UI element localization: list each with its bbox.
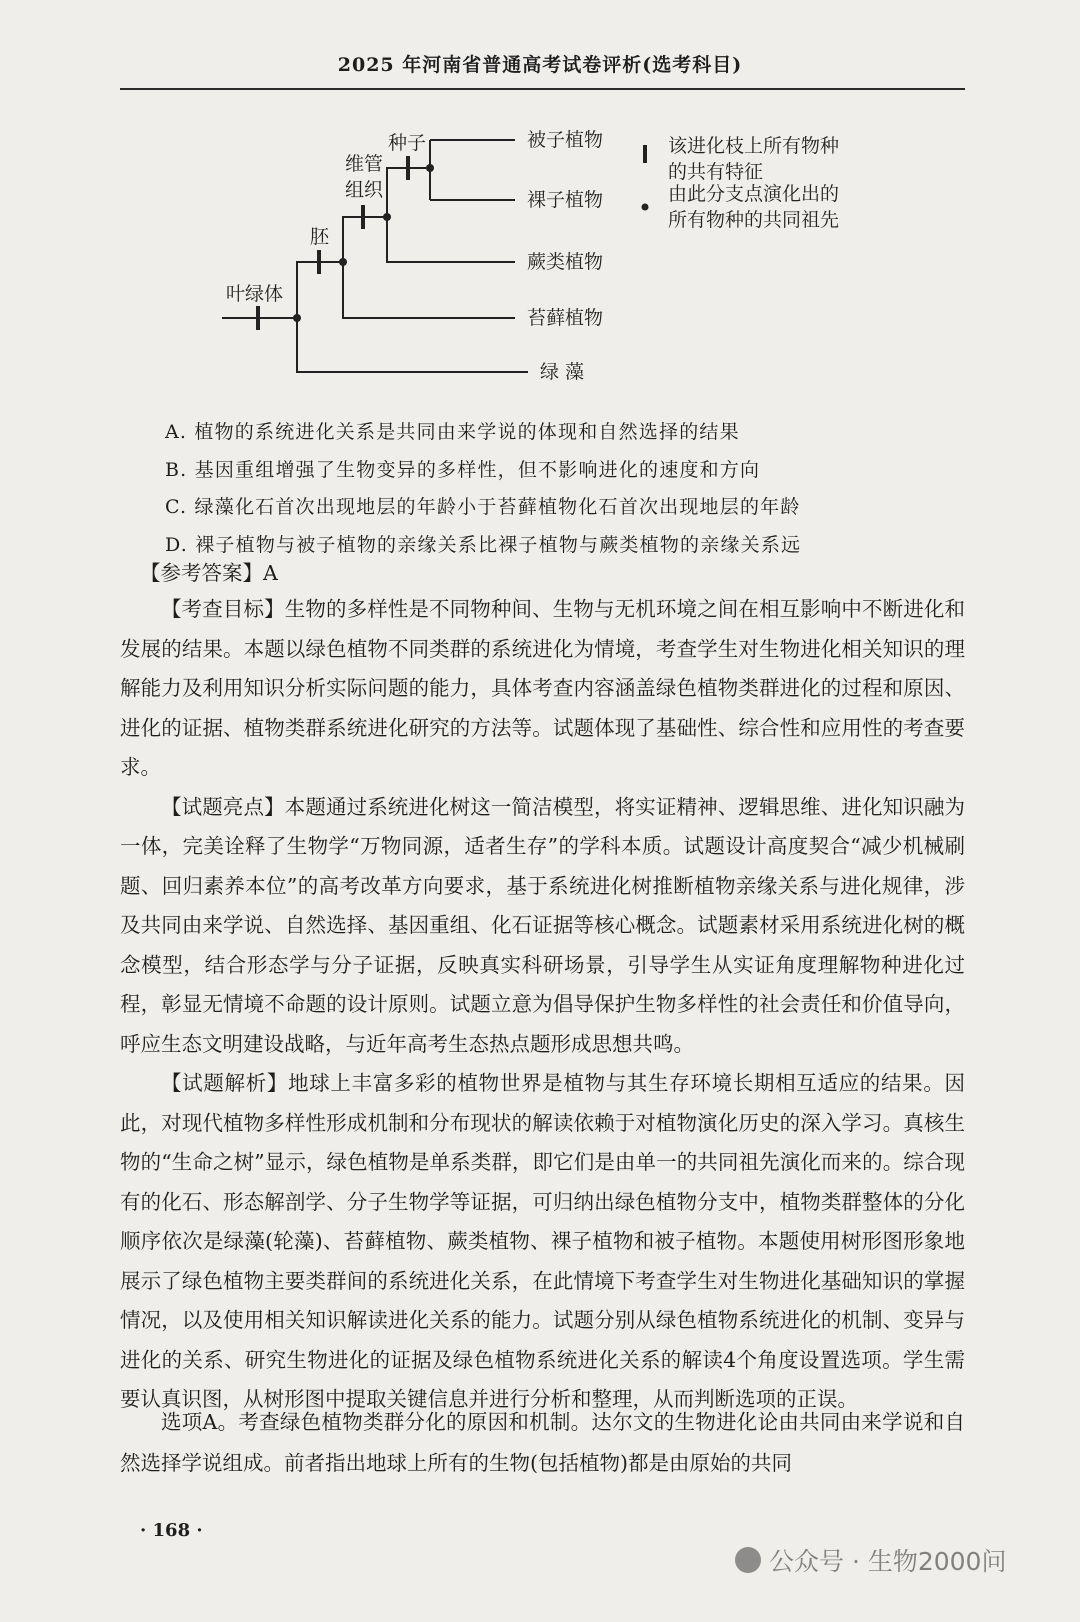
taxon-label-moss: 苔藓植物 — [527, 307, 604, 329]
ancestor-dot-embryo — [339, 258, 347, 266]
option-c: C. 绿藻化石首次出现地层的年龄小于苔藓植物化石首次出现地层的年龄 — [165, 496, 801, 518]
analysis-body — [120, 590, 965, 1420]
section-label: 【试题解析】 — [161, 1071, 289, 1095]
option-d: D. 裸子植物与被子植物的亲缘关系比裸子植物与蕨类植物的亲缘关系远 — [165, 533, 802, 556]
trait-label-chloroplast: 叶绿体 — [226, 283, 284, 305]
question-options — [165, 414, 1025, 564]
section-analysis — [120, 1064, 965, 1420]
ancestor-dot-seed — [426, 164, 434, 172]
watermark — [735, 1535, 1045, 1585]
legend-dot-text-2: 所有物种的共同祖先 — [668, 209, 840, 231]
section-highlights — [120, 788, 965, 1065]
trait-label-vascular-1: 维管 — [345, 153, 384, 175]
section-text: 地球上丰富多彩的植物世界是植物与其生存环境长期相互适应的结果。因此，对现代植物多样性形成机制和分布现状的解读依赖于对植物演化历史的深入学习。真核生物的“生命之树”显示，绿色植物是单系类群，即它们是由单一的共同祖先演化而来的。综合现有的化石、形态解剖学、分子生物学等证据，可归纳出绿色植物分支中，植物类群整体的分化顺序依次是绿藻(轮藻)、苔藓植物、蕨类植物、裸子植物和被子植物。本题使用树形图形象地展示了绿色植物主要类群间的系统进化关系，在此情境下考查学生对生物进化基础知识的掌握情况，以及使用相关知识解读进化关系的能力。试题分别从绿色植物系统进化的机制、变异与进化的关系、研究生物进化的证据及绿色植物系统进化关系的解读4个角度设置选项。学生需要认真识图，从树形图中提取关键信息并进行分析和整理，从而判断选项的正误。 — [120, 1071, 966, 1411]
taxon-label-green-algae: 绿 藻 — [540, 361, 585, 383]
section-label: 【考查目标】 — [161, 597, 285, 621]
legend-dot-text-1: 由此分支点演化出的 — [668, 183, 840, 205]
trait-label-seed: 种子 — [388, 132, 427, 154]
option-a-analysis-text: 选项A。考查绿色植物类群分化的原因和机制。达尔文的生物进化论由共同由来学说和自然选择学说组成。前者指出地球上所有的生物(包括植物)都是由原始的共同 — [120, 1410, 965, 1475]
trait-label-vascular-2: 组织 — [345, 179, 384, 201]
page-header-title: 2025 年河南省普通高考试卷评析(选考科目) — [337, 54, 743, 76]
option-b: B. 基因重组增强了生物变异的多样性，但不影响进化的速度和方向 — [165, 458, 761, 481]
taxon-label-gymnosperm: 裸子植物 — [527, 189, 604, 211]
legend-tick-text-1: 该进化枝上所有物种 — [668, 135, 840, 157]
legend-dot-symbol — [642, 204, 649, 211]
section-exam-objective — [120, 590, 965, 788]
branch-green-algae — [297, 318, 528, 372]
answer-value: A — [263, 561, 278, 585]
page-number: · 168 · — [140, 1520, 203, 1541]
reference-answer — [140, 556, 278, 586]
answer-label: 【参考答案】 — [140, 561, 263, 585]
branch-fern — [387, 217, 515, 262]
ancestor-dot-root — [293, 314, 301, 322]
section-text: 本题通过系统进化树这一简洁模型，将实证精神、逻辑思维、进化知识融为一体，完美诠释了生物学“万物同源，适者生存”的学科本质。试题设计高度契合“减少机械刷题、回归素养本位”的高考改革方向要求，基于系统进化树推断植物亲缘关系与进化规律，涉及共同由来学说、自然选择、基因重组、化石证据等核心概念。试题素材采用系统进化树的概念模型，结合形态学与分子证据，反映真实科研场景，引导学生从实证角度理解物种进化过程，彰显无情境不命题的设计原则。试题立意为倡导保护生物多样性的社会责任和价值导向，呼应生态文明建设战略，与近年高考生态热点题形成思想共鸣。 — [120, 794, 966, 1056]
watermark-text: 公众号 · 生物2000问 — [769, 1547, 1007, 1576]
option-a: A. 植物的系统进化关系是共同由来学说的体现和自然选择的结果 — [165, 421, 740, 443]
trait-label-embryo: 胚 — [310, 226, 330, 248]
wechat-icon — [735, 1547, 761, 1573]
ancestor-dot-vascular — [383, 213, 391, 221]
taxon-label-angiosperm: 被子植物 — [527, 129, 604, 151]
phylogenetic-tree-figure — [0, 0, 1080, 400]
legend-tick-text-2: 的共有特征 — [668, 161, 764, 183]
taxon-label-fern: 蕨类植物 — [527, 251, 604, 273]
section-text: 生物的多样性是不同物种间、生物与无机环境之间在相互影响中不断进化和发展的结果。本题以绿色植物不同类群的系统进化为情境，考查学生对生物进化相关知识的理解能力及利用知识分析实际问题的能力，具体考查内容涵盖绿色植物类群进化的过程和原因、进化的证据、植物类群系统进化研究的方法等。试题体现了基础性、综合性和应用性的考查要求。 — [120, 597, 966, 779]
section-label: 【试题亮点】 — [161, 794, 285, 819]
option-a-analysis — [120, 1402, 965, 1484]
branch-moss — [343, 262, 515, 318]
